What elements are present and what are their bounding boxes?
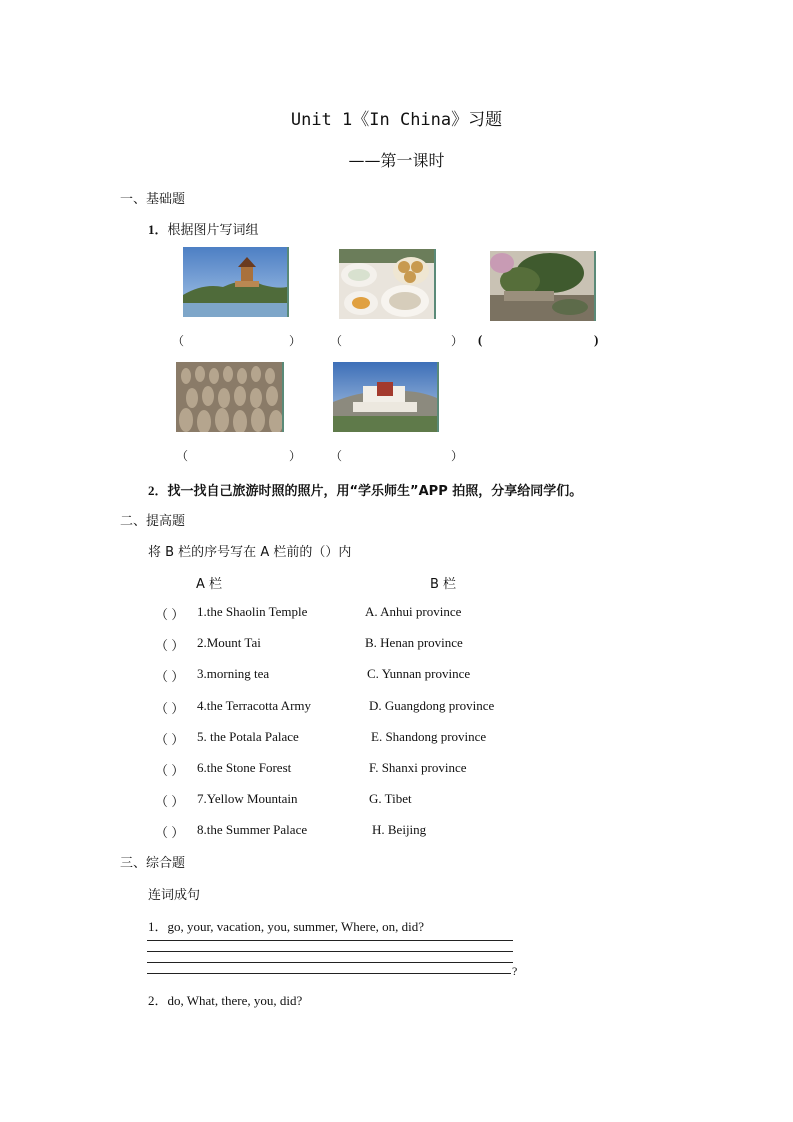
column-a-item: 8.the Summer Palace [197,822,308,838]
morning-tea-photo [339,249,436,319]
question-2 [148,480,582,499]
column-a-item: 1.the Shaolin Temple [197,604,308,619]
question-text: 根据图片写词组 [167,223,259,238]
match-blank[interactable]: （ ） [155,825,185,841]
column-b-header: B 栏 [430,577,457,592]
match-blank[interactable]: （ ） [155,700,185,716]
column-a-header: A 栏 [196,577,223,592]
match-blank[interactable]: （ ） [155,607,185,622]
answer-blank-close: ) [594,332,599,347]
column-b-item: D. Guangdong province [369,697,495,713]
column-b-item: B. Henan province [365,635,463,651]
section-heading-comprehensive: 三、综合题 [120,856,186,871]
answer-line[interactable] [147,962,513,963]
answer-blank-close: ） [451,449,464,463]
subsection-title: 连词成句 [148,888,201,903]
terracotta-army-photo [176,362,284,432]
column-a-item: 3.morning tea [197,666,270,682]
question-number: 1． [148,222,168,237]
question-text: 找一找自己旅游时照的照片，用“学乐师生”APP 拍照，分享给同学们。 [167,484,583,499]
column-a-item: 5. the Potala Palace [197,728,299,744]
match-blank[interactable]: （ ） [155,731,185,747]
page-subtitle: ——第一课时 [348,151,445,170]
column-b-item: F. Shanxi province [369,760,467,775]
column-a-item: 6.the Stone Forest [197,760,292,775]
matching-instruction: 将 B 栏的序号写在 A 栏前的（）内 [148,545,352,560]
column-b-item: A. Anhui province [365,604,462,619]
sentence-question-2: 2．do, What, there, you, did? [148,993,303,1008]
answer-blank-close: ） [451,334,464,348]
column-b-item: H. Beijing [372,822,427,838]
answer-line[interactable] [147,940,513,941]
match-blank[interactable]: （ ） [155,794,185,810]
answer-blank-open: ( [478,332,483,347]
column-a-item: 2.Mount Tai [197,635,261,651]
question-1 [148,219,259,238]
answer-line[interactable] [147,951,513,952]
sentence-question-1: 1．go, your, vacation, you, summer, Where, on, did? [148,919,424,934]
column-b-item: E. Shandong province [371,728,487,744]
answer-blank-close: ） [289,449,302,463]
answer-blank-open: （ [330,334,343,348]
answer-blank-close: ） [289,334,302,348]
question-number: 2． [148,483,168,498]
answer-line[interactable] [147,973,511,974]
match-blank[interactable]: （ ） [155,669,185,685]
summer-palace-photo [183,247,289,317]
column-b-item: G. Tibet [369,791,412,807]
page-title: Unit 1《In China》习题 [290,110,503,130]
section-heading-advanced: 二、提高题 [120,514,186,529]
column-a-item: 7.Yellow Mountain [197,791,298,807]
match-blank[interactable]: （ ） [155,638,185,654]
potala-palace-photo [333,362,439,432]
garden-photo [490,251,596,321]
column-a-item: 4.the Terracotta Army [197,697,312,713]
answer-blank-open: （ [172,334,185,348]
match-blank[interactable]: （ ） [155,763,185,778]
column-b-item: C. Yunnan province [367,666,471,682]
answer-blank-open: （ [330,449,343,463]
answer-blank-open: （ [176,449,189,463]
question-mark: ? [512,964,518,978]
section-heading-basic: 一、基础题 [120,192,186,207]
